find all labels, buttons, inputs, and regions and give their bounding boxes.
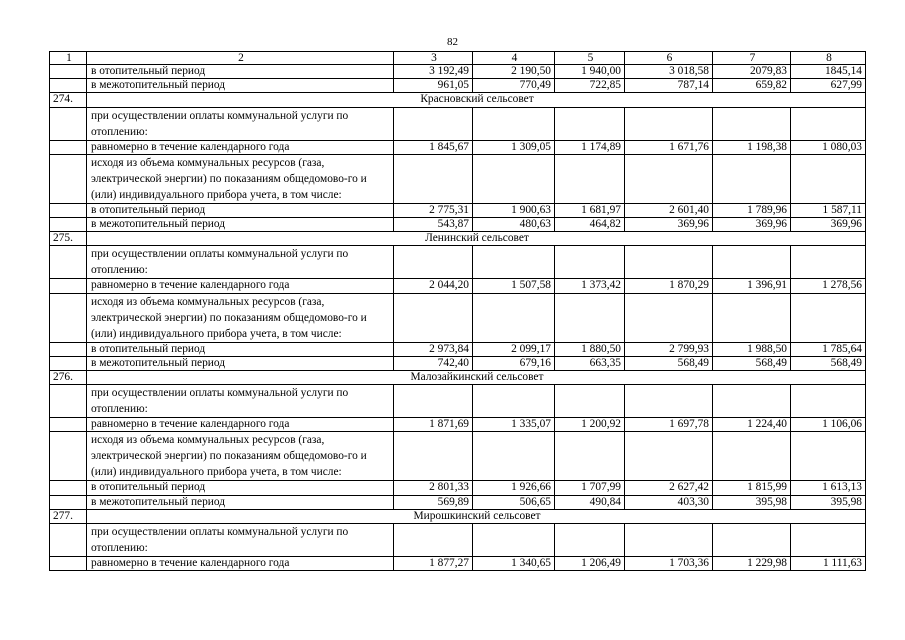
text-row	[50, 432, 866, 481]
data-row	[50, 481, 866, 495]
row-label: в отопительный период	[87, 65, 394, 79]
row-number-cell	[50, 279, 87, 293]
value-cell: 1 206,49	[555, 557, 625, 571]
value-cell: 1 703,36	[625, 557, 713, 571]
value-cell: 1845,14	[791, 65, 866, 79]
value-cell: 1 224,40	[713, 418, 791, 432]
column-header: 1	[50, 52, 87, 65]
value-cell: 2 775,31	[394, 203, 473, 217]
row-label: равномерно в течение календарного года	[87, 557, 394, 571]
value-cell	[473, 107, 555, 140]
data-row	[50, 342, 866, 356]
row-number-cell	[50, 524, 87, 557]
value-cell	[394, 293, 473, 342]
value-cell: 627,99	[791, 79, 866, 93]
value-cell: 480,63	[473, 218, 555, 232]
value-cell: 1 340,65	[473, 557, 555, 571]
value-cell	[473, 246, 555, 279]
text-row	[50, 524, 866, 557]
value-cell	[791, 385, 866, 418]
value-cell	[625, 154, 713, 203]
column-header: 6	[625, 52, 713, 65]
value-cell	[473, 154, 555, 203]
value-cell: 1 396,91	[713, 279, 791, 293]
value-cell: 3 192,49	[394, 65, 473, 79]
value-cell: 679,16	[473, 356, 555, 370]
value-cell: 1 707,99	[555, 481, 625, 495]
row-number-cell	[50, 140, 87, 154]
row-label: исходя из объема коммунальных ресурсов (газа, электрической энергии) по показаниям общедомово-го и (или) индивидуального прибора учета, в том числе:	[87, 154, 394, 203]
value-cell	[625, 293, 713, 342]
value-cell: 3 018,58	[625, 65, 713, 79]
header-row	[50, 52, 866, 65]
value-cell: 1 587,11	[791, 203, 866, 217]
value-cell	[555, 246, 625, 279]
section-row	[50, 93, 866, 107]
data-row	[50, 140, 866, 154]
value-cell: 961,05	[394, 79, 473, 93]
value-cell: 369,96	[625, 218, 713, 232]
row-number-cell	[50, 385, 87, 418]
row-label: равномерно в течение календарного года	[87, 140, 394, 154]
value-cell	[473, 385, 555, 418]
data-row	[50, 356, 866, 370]
value-cell	[473, 293, 555, 342]
value-cell	[625, 107, 713, 140]
value-cell: 1 373,42	[555, 279, 625, 293]
value-cell	[625, 385, 713, 418]
value-cell: 490,84	[555, 495, 625, 509]
value-cell: 2 799,93	[625, 342, 713, 356]
value-cell	[555, 432, 625, 481]
value-cell: 403,30	[625, 495, 713, 509]
value-cell: 1 507,58	[473, 279, 555, 293]
row-number-cell	[50, 356, 87, 370]
data-row	[50, 418, 866, 432]
row-number-cell	[50, 495, 87, 509]
value-cell: 1 106,06	[791, 418, 866, 432]
value-cell: 770,49	[473, 79, 555, 93]
value-cell: 742,40	[394, 356, 473, 370]
value-cell: 543,87	[394, 218, 473, 232]
row-number-cell	[50, 65, 87, 79]
value-cell	[625, 246, 713, 279]
value-cell	[473, 432, 555, 481]
section-title: Ленинский сельсовет	[87, 232, 866, 246]
value-cell	[713, 293, 791, 342]
value-cell: 2 099,17	[473, 342, 555, 356]
value-cell	[394, 385, 473, 418]
section-title: Малозайкинский сельсовет	[87, 371, 866, 385]
section-number: 276.	[50, 371, 87, 385]
value-cell: 1 613,13	[791, 481, 866, 495]
value-cell	[713, 107, 791, 140]
value-cell	[791, 524, 866, 557]
data-row	[50, 79, 866, 93]
value-cell: 659,82	[713, 79, 791, 93]
value-cell: 663,35	[555, 356, 625, 370]
value-cell: 1 877,27	[394, 557, 473, 571]
value-cell: 1 785,64	[791, 342, 866, 356]
value-cell: 1 080,03	[791, 140, 866, 154]
value-cell	[791, 154, 866, 203]
value-cell: 1 671,76	[625, 140, 713, 154]
row-label: при осуществлении оплаты коммунальной услуги по отоплению:	[87, 524, 394, 557]
value-cell: 1 789,96	[713, 203, 791, 217]
value-cell: 1 845,67	[394, 140, 473, 154]
section-title: Мирошкинский сельсовет	[87, 509, 866, 523]
row-label: в межотопительный период	[87, 79, 394, 93]
value-cell: 1 229,98	[713, 557, 791, 571]
value-cell: 395,98	[791, 495, 866, 509]
value-cell: 1 988,50	[713, 342, 791, 356]
row-label: в отопительный период	[87, 342, 394, 356]
value-cell	[555, 293, 625, 342]
column-header: 8	[791, 52, 866, 65]
column-header: 2	[87, 52, 394, 65]
section-number: 277.	[50, 509, 87, 523]
column-header: 4	[473, 52, 555, 65]
value-cell	[473, 524, 555, 557]
page-number: 82	[447, 36, 458, 48]
row-number-cell	[50, 246, 87, 279]
value-cell: 568,49	[625, 356, 713, 370]
row-label: исходя из объема коммунальных ресурсов (газа, электрической энергии) по показаниям общедомово-го и (или) индивидуального прибора учета, в том числе:	[87, 432, 394, 481]
value-cell: 395,98	[713, 495, 791, 509]
value-cell: 1 309,05	[473, 140, 555, 154]
row-label: в отопительный период	[87, 203, 394, 217]
row-label: в межотопительный период	[87, 218, 394, 232]
value-cell: 1 335,07	[473, 418, 555, 432]
row-number-cell	[50, 418, 87, 432]
value-cell	[713, 246, 791, 279]
row-number-cell	[50, 154, 87, 203]
value-cell: 2 601,40	[625, 203, 713, 217]
section-row	[50, 371, 866, 385]
value-cell	[791, 246, 866, 279]
value-cell	[713, 385, 791, 418]
column-header: 3	[394, 52, 473, 65]
value-cell: 2 973,84	[394, 342, 473, 356]
row-number-cell	[50, 218, 87, 232]
value-cell	[713, 432, 791, 481]
value-cell: 1 900,63	[473, 203, 555, 217]
value-cell	[394, 246, 473, 279]
value-cell	[625, 432, 713, 481]
value-cell	[555, 524, 625, 557]
value-cell: 1 278,56	[791, 279, 866, 293]
value-cell: 2 627,42	[625, 481, 713, 495]
data-row	[50, 557, 866, 571]
row-number-cell	[50, 79, 87, 93]
value-cell	[555, 385, 625, 418]
value-cell: 369,96	[713, 218, 791, 232]
data-row	[50, 203, 866, 217]
value-cell	[791, 432, 866, 481]
value-cell	[394, 432, 473, 481]
row-label: исходя из объема коммунальных ресурсов (газа, электрической энергии) по показаниям общедомово-го и (или) индивидуального прибора учета, в том числе:	[87, 293, 394, 342]
section-title: Красновский сельсовет	[87, 93, 866, 107]
row-label: при осуществлении оплаты коммунальной услуги по отоплению:	[87, 385, 394, 418]
tariff-table	[49, 51, 866, 571]
value-cell: 1 926,66	[473, 481, 555, 495]
value-cell	[394, 524, 473, 557]
text-row	[50, 293, 866, 342]
data-row	[50, 65, 866, 79]
value-cell: 2 044,20	[394, 279, 473, 293]
value-cell	[625, 524, 713, 557]
row-label: при осуществлении оплаты коммунальной услуги по отоплению:	[87, 246, 394, 279]
row-label: в межотопительный период	[87, 495, 394, 509]
row-number-cell	[50, 342, 87, 356]
value-cell: 369,96	[791, 218, 866, 232]
row-number-cell	[50, 203, 87, 217]
column-header: 7	[713, 52, 791, 65]
text-row	[50, 154, 866, 203]
value-cell: 1 940,00	[555, 65, 625, 79]
value-cell	[555, 107, 625, 140]
value-cell	[791, 293, 866, 342]
value-cell	[791, 107, 866, 140]
value-cell	[394, 107, 473, 140]
value-cell: 1 870,29	[625, 279, 713, 293]
value-cell: 506,65	[473, 495, 555, 509]
row-number-cell	[50, 557, 87, 571]
text-row	[50, 246, 866, 279]
row-number-cell	[50, 107, 87, 140]
section-number: 275.	[50, 232, 87, 246]
row-label: при осуществлении оплаты коммунальной услуги по отоплению:	[87, 107, 394, 140]
value-cell: 568,49	[713, 356, 791, 370]
value-cell: 1 880,50	[555, 342, 625, 356]
value-cell: 1 681,97	[555, 203, 625, 217]
value-cell: 1 697,78	[625, 418, 713, 432]
value-cell: 568,49	[791, 356, 866, 370]
value-cell: 1 111,63	[791, 557, 866, 571]
value-cell: 2 190,50	[473, 65, 555, 79]
value-cell: 1 871,69	[394, 418, 473, 432]
value-cell	[394, 154, 473, 203]
section-row	[50, 232, 866, 246]
row-number-cell	[50, 293, 87, 342]
value-cell: 787,14	[625, 79, 713, 93]
text-row	[50, 107, 866, 140]
row-number-cell	[50, 432, 87, 481]
text-row	[50, 385, 866, 418]
row-label: равномерно в течение календарного года	[87, 418, 394, 432]
column-header: 5	[555, 52, 625, 65]
row-label: равномерно в течение календарного года	[87, 279, 394, 293]
row-label: в отопительный период	[87, 481, 394, 495]
section-row	[50, 509, 866, 523]
data-row	[50, 495, 866, 509]
value-cell	[713, 524, 791, 557]
value-cell: 2 801,33	[394, 481, 473, 495]
value-cell: 1 200,92	[555, 418, 625, 432]
value-cell: 1 815,99	[713, 481, 791, 495]
row-label: в межотопительный период	[87, 356, 394, 370]
row-number-cell	[50, 481, 87, 495]
value-cell: 2079,83	[713, 65, 791, 79]
value-cell: 464,82	[555, 218, 625, 232]
value-cell: 1 198,38	[713, 140, 791, 154]
data-row	[50, 279, 866, 293]
value-cell	[555, 154, 625, 203]
data-row	[50, 218, 866, 232]
value-cell: 1 174,89	[555, 140, 625, 154]
value-cell: 722,85	[555, 79, 625, 93]
section-number: 274.	[50, 93, 87, 107]
value-cell	[713, 154, 791, 203]
value-cell: 569,89	[394, 495, 473, 509]
table-body	[50, 52, 866, 571]
